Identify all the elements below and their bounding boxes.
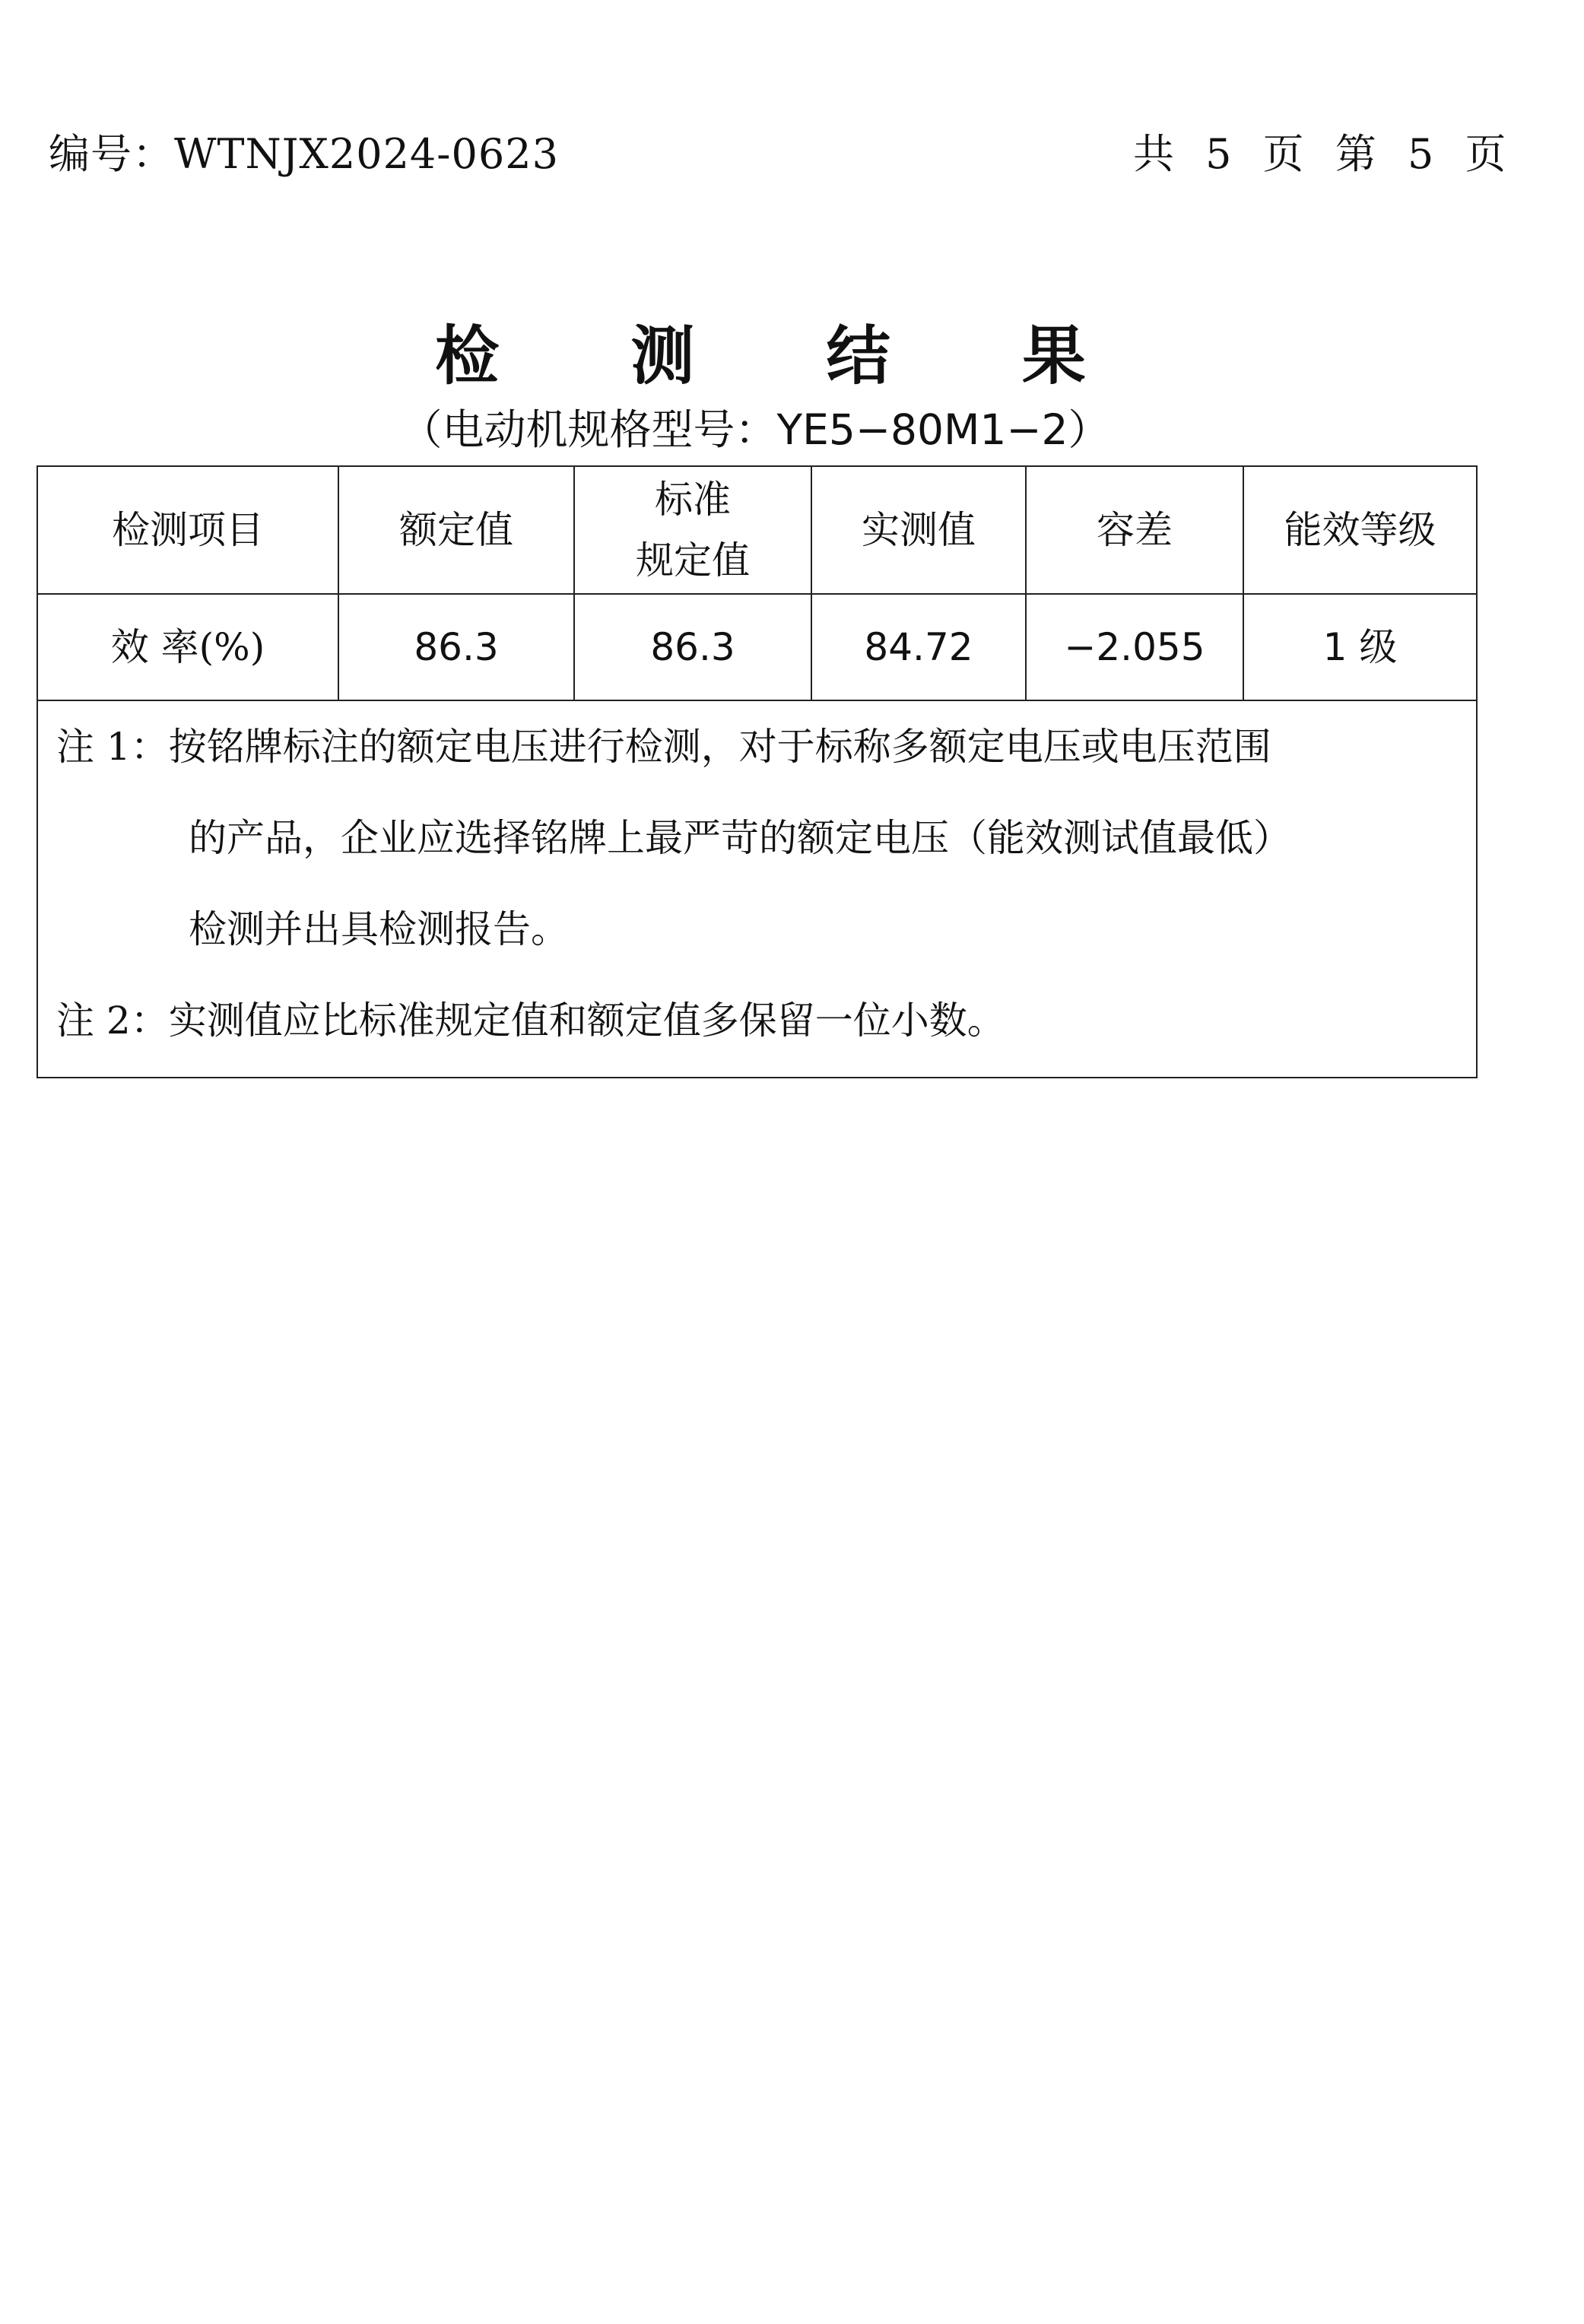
table-header-row bbox=[37, 466, 1477, 594]
note-2: 注 2：实测值应比标准规定值和额定值多保留一位小数。 bbox=[56, 998, 1005, 1043]
cell-rated-value: 86.3 bbox=[338, 594, 574, 700]
header-tolerance: 容差 bbox=[1026, 466, 1243, 594]
cell-efficiency-grade: 1 级 bbox=[1243, 594, 1477, 700]
header-item: 检测项目 bbox=[37, 466, 338, 594]
page-title: 检 测 结 果 bbox=[435, 319, 1141, 393]
cell-item: 效 率(%) bbox=[37, 594, 338, 700]
header-efficiency-grade: 能效等级 bbox=[1243, 466, 1477, 594]
page-subtitle: （电动机规格型号：YE5−80M1−2） bbox=[400, 405, 1110, 454]
header-standard-value-line1: 标准 bbox=[655, 478, 731, 522]
note-1-line-2: 的产品，企业应选择铭牌上最严苛的额定电压（能效测试值最低） bbox=[189, 816, 1291, 860]
notes-cell bbox=[37, 700, 1477, 1078]
report-number: 编号：WTNJX2024-0623 bbox=[49, 130, 559, 178]
header-standard-value-line2: 规定值 bbox=[636, 538, 750, 583]
note-1-line-3: 检测并出具检测报告。 bbox=[189, 907, 569, 951]
table-row bbox=[37, 594, 1477, 700]
notes-row bbox=[37, 700, 1477, 1078]
header-rated-value: 额定值 bbox=[338, 466, 574, 594]
header-measured-value: 实测值 bbox=[811, 466, 1026, 594]
cell-measured-value: 84.72 bbox=[811, 594, 1026, 700]
results-table bbox=[37, 465, 1478, 1078]
note-1-line-1: 注 1：按铭牌标注的额定电压进行检测，对于标称多额定电压或电压范围 bbox=[56, 725, 1271, 769]
page-info: 共 5 页 第 5 页 bbox=[1133, 130, 1506, 178]
header-standard-value bbox=[574, 466, 811, 594]
cell-tolerance: −2.055 bbox=[1026, 594, 1243, 700]
cell-standard-value: 86.3 bbox=[574, 594, 811, 700]
